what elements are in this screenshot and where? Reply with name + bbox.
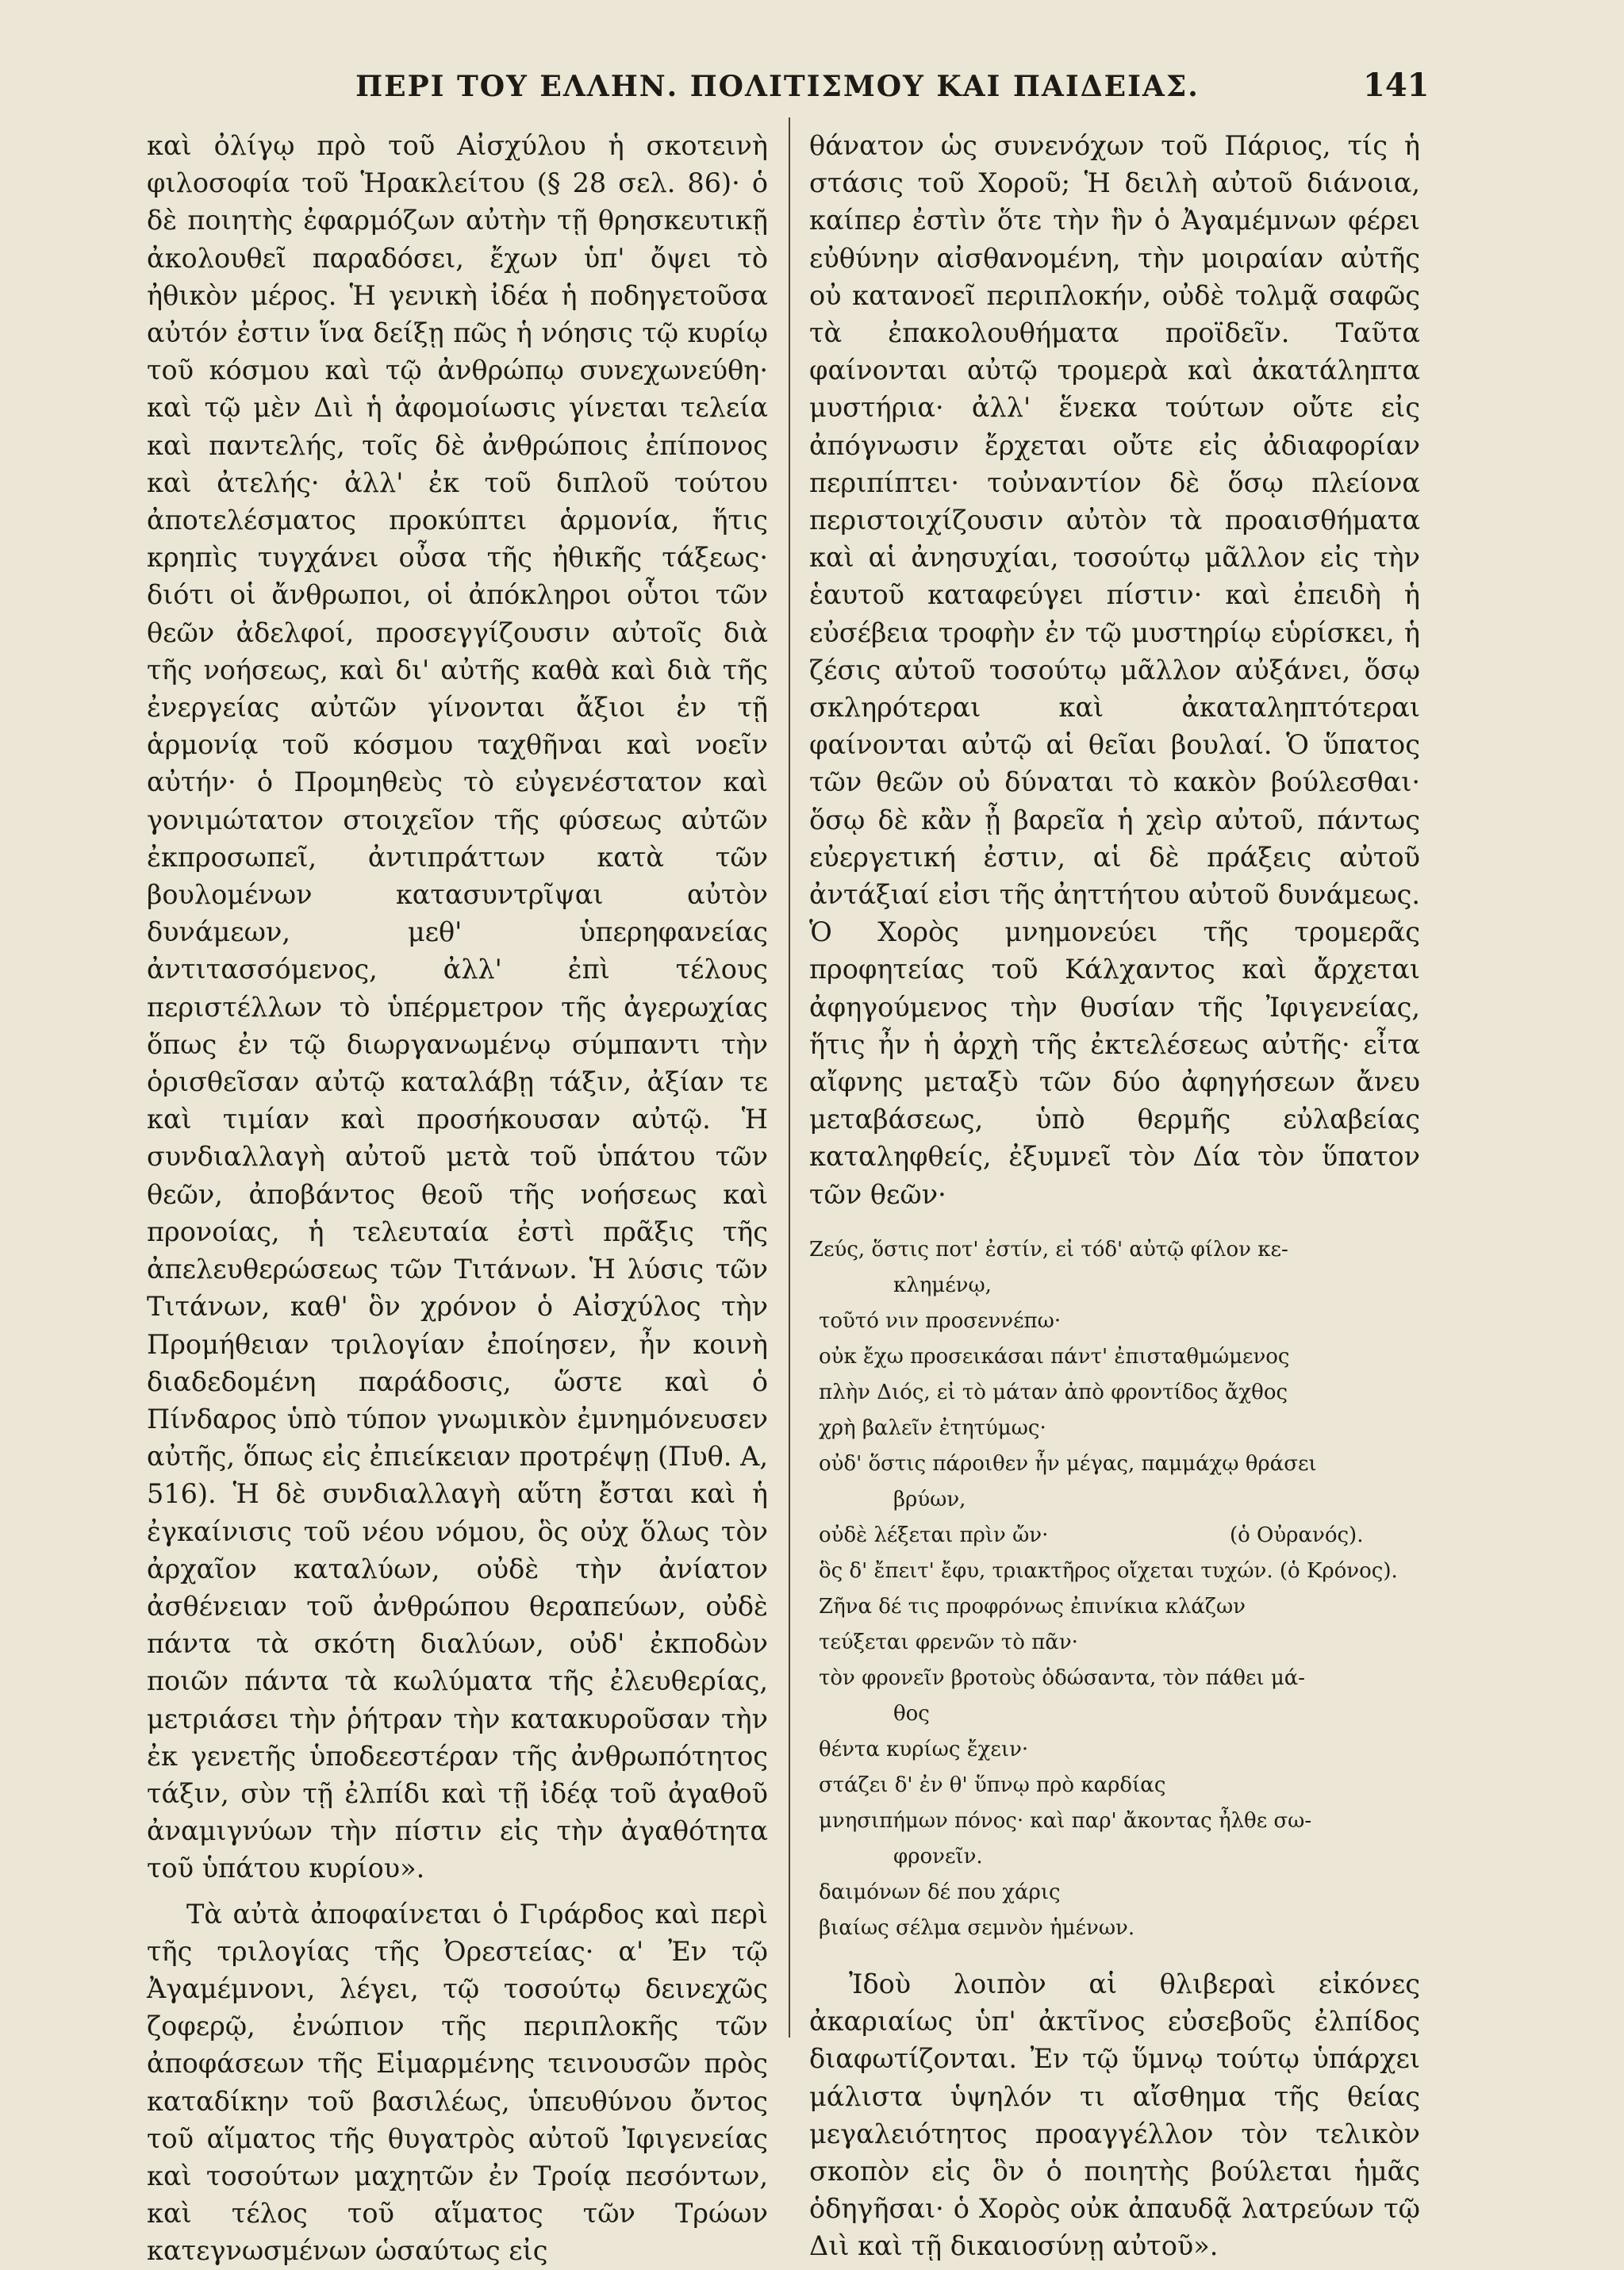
poem-line: θος [893, 1701, 930, 1726]
poem-line: Ζεύς, ὅστις ποτ' ἐστίν, εἰ τόδ' αὐτῷ φίλον κε- [809, 1237, 1288, 1262]
poem-line: χρὴ βαλεῖν ἐτητύμως· [819, 1415, 1046, 1440]
poem-line: τὸν φρονεῖν βροτοὺς ὁδώσαντα, τὸν πάθει μά- [819, 1665, 1306, 1690]
poem-line: τοῦτό νιν προσεννέπω· [819, 1308, 1062, 1333]
poem-quotation [809, 1232, 1420, 1946]
poem-line: δαιμόνων δέ που χάρις [819, 1880, 1061, 1904]
poem-line: οὐδ' ὅστις πάροιθεν ἦν μέγας, παμμάχῳ θράσει [819, 1451, 1317, 1476]
poem-line: θέντα κυρίως ἔχειν· [819, 1737, 1029, 1761]
running-title: ΠΕΡΙ ΤΟΥ ΕΛΛΗΝ. ΠΟΛΙΤΙΣΜΟΥ ΚΑΙ ΠΑΙΔΕΙΑΣ. [355, 70, 1200, 103]
poem-gloss: (ὁ Οὐρανός). [1230, 1523, 1364, 1547]
poem-line: πλὴν Διός, εἰ τὸ μάταν ἀπὸ φροντίδος ἄχθος [819, 1380, 1288, 1404]
paragraph: θάνατον ὡς συνενόχων τοῦ Πάριος, τίς ἡ στάσις τοῦ Χοροῦ; Ἡ δειλὴ αὐτοῦ διάνοια, καίπερ ἐστὶν ὅτε τὴν ἣν ὁ Ἀγαμέμνων φέρει εὐθύνην αἰσθανομένη, τὴν μοιραίαν αὐτῆς οὐ κατανοεῖ περιπλοκήν, οὐδὲ τολμᾷ σαφῶς τὰ ἐπακολουθήματα προϊδεῖν. Ταῦτα φαίνονται αὐτῷ τρομερὰ καὶ ἀκατάληπτα μυστήρια· ἀλλ' ἕνεκα τούτων οὔτε εἰς ἀπόγνωσιν ἔρχεται οὔτε εἰς ἀδιαφορίαν περιπίπτει· τοὐναντίον δὲ ὅσῳ πλείονα περιστοιχίζουσιν αὐτὸν τὰ προαισθήματα καὶ αἱ ἀνησυχίαι, τοσούτῳ μᾶλλον εἰς τὴν ἑαυτοῦ καταφεύγει πίστιν· καὶ ἐπειδὴ ἡ εὐσέβεια τροφὴν ἐν τῷ μυστηρίῳ εὑρίσκει, ἡ ζέσις αὐτοῦ τοσούτῳ μᾶλλον αὐξάνει, ὅσῳ σκληρότεραι καὶ ἀκαταληπτότεραι φαίνονται αὐτῷ αἱ θεῖαι βουλαί. Ὁ ὕπατος τῶν θεῶν οὐ δύναται τὸ κακὸν βούλεσθαι· ὅσῳ δὲ κἂν ᾖ βαρεῖα ἡ χεὶρ αὐτοῦ, πάντως εὐεργετική ἐστιν, αἱ δὲ πράξεις αὐτοῦ ἀντάξιαί εἰσι τῆς ἀηττήτου αὐτοῦ δυνάμεως. Ὁ Χορὸς μνημονεύει τῆς τρομερᾶς προφητείας τοῦ Κάλχαντος καὶ ἄρχεται ἀφηγούμενος τὴν θυσίαν τῆς Ἰφιγενείας, ἥτις ἦν ἡ ἀρχὴ τῆς ἐκτελέσεως αὐτῆς· εἶτα αἴφνης μεταξὺ τῶν δύο ἀφηγήσεων ἄνευ μεταβάσεως, ὑπὸ θερμῆς εὐλαβείας καταληφθείς, ἐξυμνεῖ τὸν Δία τὸν ὕπατον τῶν θεῶν· [809, 130, 1420, 1210]
poem-line: βιαίως σέλμα σεμνὸν ἡμένων. [819, 1915, 1135, 1940]
paragraph: Τὰ αὐτὰ ἀποφαίνεται ὁ Γιράρδος καὶ περὶ τῆς τριλογίας τῆς Ὀρεστείας· α' Ἐν τῷ Ἀγαμέμνονι, λέγει, τῷ τοσούτῳ δεινεχῶς ζοφερῷ, ἐνώπιον τῆς περιπλοκῆς τῶν ἀποφάσεων τῆς Εἱμαρμένης τεινουσῶν πρὸς καταδίκην τοῦ βασιλέως, ὑπευθύνου ὄντος τοῦ αἵματος τῆς θυγατρὸς αὐτοῦ Ἰφιγενείας καὶ τοσούτων μαχητῶν ἐν Τροίᾳ πεσόντων, καὶ τέλος τοῦ αἵματος τῶν Τρώων κατεγνωσμένων ὡσαύτως εἰς [147, 1898, 768, 2267]
column-divider [789, 117, 790, 2038]
poem-line: στάζει δ' ἐν θ' ὕπνῳ πρὸ καρδίας [819, 1773, 1166, 1797]
paragraph: καὶ ὀλίγῳ πρὸ τοῦ Αἰσχύλου ἡ σκοτεινὴ φιλοσοφία τοῦ Ἡρακλείτου (§ 28 σελ. 86)· ὁ δὲ ποιητὴς ἐφαρμόζων αὐτὴν τῇ θρησκευτικῇ ἀκολουθεῖ παραδόσει, ἔχων ὑπ' ὄψει τὸ ἠθικὸν μέρος. Ἡ γενικὴ ἰδέα ἡ ποδηγετοῦσα αὐτόν ἐστιν ἵνα δείξῃ πῶς ἡ νόησις τῷ κυρίῳ τοῦ κόσμου καὶ τῷ ἀνθρώπῳ συνεχωνεύθη· καὶ τῷ μὲν Διὶ ἡ ἀφομοίωσις γίνεται τελεία καὶ παντελής, τοῖς δὲ ἀνθρώποις ἐπίπονος καὶ ἀτελής· ἀλλ' ἐκ τοῦ διπλοῦ τούτου ἀποτελέσματος προκύπτει ἁρμονία, ἥτις κρηπὶς τυγχάνει οὖσα τῆς ἠθικῆς τάξεως· διότι οἱ ἄνθρωποι, οἱ ἀπόκληροι οὗτοι τῶν θεῶν ἀδελφοί, προσεγγίζουσιν αὐτοῖς διὰ τῆς νοήσεως, καὶ δι' αὐτῆς καθὰ καὶ διὰ τῆς ἐνεργείας αὐτῶν γίνονται ἄξιοι ἐν τῇ ἁρμονίᾳ τοῦ κόσμου ταχθῆναι καὶ νοεῖν αὐτήν· ὁ Προμηθεὺς τὸ εὐγενέστατον καὶ γονιμώτατον στοιχεῖον τῆς φύσεως αὐτῶν ἐκπροσωπεῖ, ἀντιπράττων κατὰ τῶν βουλομένων κατασυντρῖψαι αὐτὸν δυνάμεων, μεθ' ὑπερηφανείας ἀντιτασσόμενος, ἀλλ' ἐπὶ τέλους περιστέλλων τὸ ὑπέρμετρον τῆς ἀγερωχίας ὅπως ἐν τῷ διωργανωμένῳ σύμπαντι τὴν ὁρισθεῖσαν αὐτῷ καταλάβῃ τάξιν, ἀξίαν τε καὶ τιμίαν καὶ προσήκουσαν αὐτῷ. Ἡ συνδιαλλαγὴ αὐτοῦ μετὰ τοῦ ὑπάτου τῶν θεῶν, ἀποβάντος θεοῦ τῆς νοήσεως καὶ προνοίας, ἡ τελευταία ἐστὶ πρᾶξις τῆς ἀπελευθερώσεως τῶν Τιτάνων. Ἡ λύσις τῶν Τιτάνων, καθ' ὃν χρόνον ὁ Αἰσχύλος τὴν Προμήθειαν τριλογίαν ἐποίησεν, ἦν κοινὴ διαδεδομένη παράδοσις, ὥστε καὶ ὁ Πίνδαρος ὑπὸ τύπον γνωμικὸν ἐμνημόνευσεν αὐτῆς, ὅπως εἰς ἐπιείκειαν προτρέψῃ (Πυθ. Α, 516). Ἡ δὲ συνδιαλλαγὴ αὕτη ἔσται καὶ ἡ ἐγκαίνισις τοῦ νέου νόμου, ὃς οὐχ ὅλως τὸν ἀρχαῖον καταλύων, οὐδὲ τὴν ἀνίατον ἀσθένειαν τοῦ ἀνθρώπου θεραπεύων, οὐδὲ πάντα τὰ σκότη διαλύων, οὐδ' ἐκποδὼν ποιῶν πάντα τὰ κωλύματα τῆς ἐλευθερίας, μετριάσει τὴν ῥήτραν τὴν κατακυροῦσαν τὴν ἐκ γενετῆς ὑποδεεστέραν τῆς ἀνθρωπότητος τάξιν, σὺν τῇ ἐλπίδι καὶ τῇ ἰδέᾳ τοῦ ἀγαθοῦ ἀναμιγνύων τὴν πίστιν εἰς τὴν ἀγαθότητα τοῦ ὑπάτου κυρίου». [147, 130, 768, 1884]
paragraph: Ἰδοὺ λοιπὸν αἱ θλιβεραὶ εἰκόνες ἀκαριαίως ὑπ' ἀκτῖνος εὐσεβοῦς ἐλπίδος διαφωτίζονται. Ἐν τῷ ὕμνῳ τούτῳ ὑπάρχει μάλιστα ὑψηλόν τι αἴσθημα τῆς θείας μεγαλειότητος προαγγέλλον τὸν τελικὸν σκοπὸν εἰς ὃν ὁ ποιητὴς βούλεται ἡμᾶς ὁδηγῆσαι· ὁ Χορὸς οὐκ ἀπαυδᾷ λατρεύων τῷ Διὶ καὶ τῇ δικαιοσύνῃ αὐτοῦ». [809, 1968, 1420, 2262]
poem-line: μνησιπήμων πόνος· καὶ παρ' ἄκοντας ἦλθε σω- [819, 1808, 1312, 1833]
right-column [809, 127, 1420, 2265]
poem-line: τεύξεται φρενῶν τὸ πᾶν· [819, 1630, 1078, 1654]
left-column [147, 127, 768, 2270]
poem-line: ὃς δ' ἔπειτ' ἔφυ, τριακτῆρος οἴχεται τυχών. (ὁ Κρόνος). [819, 1558, 1398, 1583]
page-number: 141 [1363, 67, 1430, 104]
poem-line: βρύων, [893, 1487, 966, 1511]
poem-line: οὐκ ἔχω προσεικάσαι πάντ' ἐπισταθμώμενος [819, 1344, 1290, 1369]
poem-line [809, 1518, 1420, 1554]
poem-line: κλημένῳ, [893, 1273, 992, 1297]
poem-line: Ζῆνα δέ τις προφρόνως ἐπινίκια κλάζων [819, 1594, 1246, 1619]
poem-line: φρονεῖν. [893, 1844, 983, 1869]
poem-line-text: οὐδὲ λέξεται πρὶν ὤν· [819, 1523, 1049, 1547]
